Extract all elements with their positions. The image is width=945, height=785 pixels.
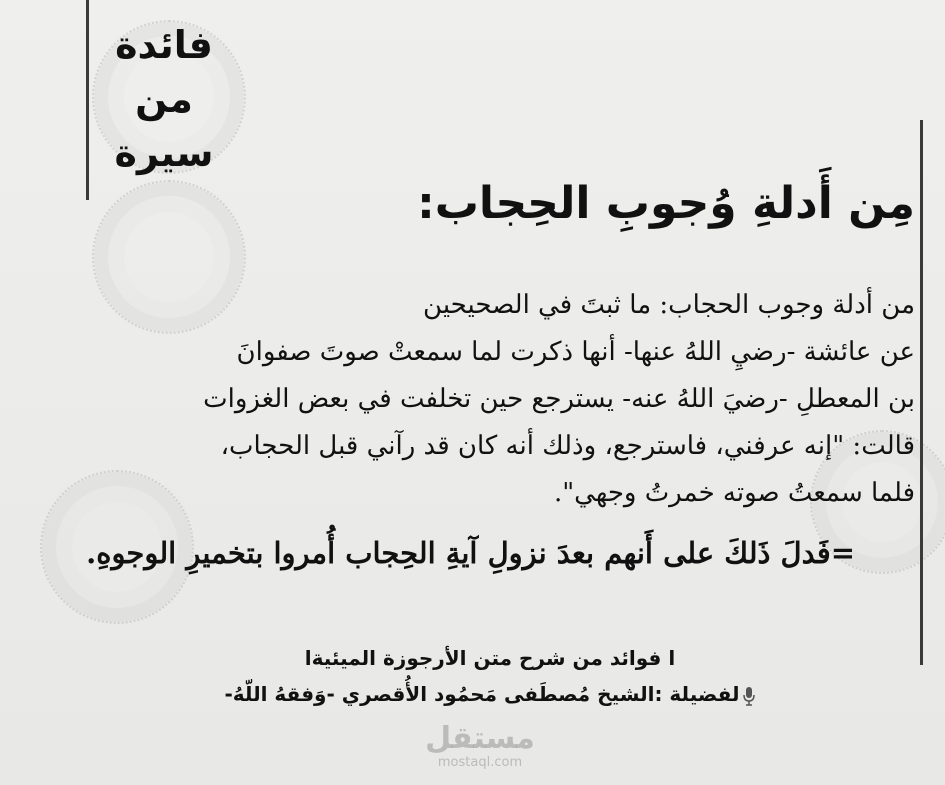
body-line-5: فلما سمعتُ صوته خمرتُ وجهي". <box>553 478 915 508</box>
watermark-latin: mostaql.com <box>437 755 523 770</box>
badge-line-3: سيرة <box>114 131 214 175</box>
body-line-1: من أدلة وجوب الحجاب: ما ثبتَ في الصحيحين <box>423 290 915 320</box>
author-credit-text: لفضيلة :الشيخ مُصطَفى مَحمُود الأُقصري -وَفقهُ اللّهُ- <box>224 682 740 706</box>
left-divider-line <box>86 0 89 200</box>
body-line-4: قالت: "إنه عرفني، فاسترجع، وذلك أنه كان قد رآني قبل الحجاب، <box>220 431 915 461</box>
body-line-3: بن المعطلِ -رضيَ اللهُ عنه- يسترجع حين تخلفت في بعض الغزوات <box>203 384 915 414</box>
microphone-icon <box>743 686 755 706</box>
watermark <box>410 722 550 770</box>
watermark-arabic: مستقل <box>425 721 535 756</box>
body-paragraph <box>85 282 915 517</box>
badge-line-2: من <box>135 77 193 121</box>
page-title: مِن أَدلةِ وُجوبِ الحِجاب: <box>417 178 915 229</box>
author-credit <box>160 682 820 706</box>
series-badge <box>104 18 224 180</box>
source-credit: ا فوائد من شرح متن الأرجوزة الميئيةا <box>304 646 676 670</box>
conclusion-text: =فَدلَ ذَلكَ على أَنهم بعدَ نزولِ آيةِ الحِجاب أُمروا بتخميرِ الوجوهِ. <box>86 536 855 570</box>
right-divider-line <box>920 120 923 665</box>
badge-line-1: فائدة <box>115 23 213 67</box>
body-line-2: عن عائشة -رضيِ اللهُ عنها- أنها ذكرت لما سمعتْ صوتَ صفوانَ <box>236 337 915 367</box>
